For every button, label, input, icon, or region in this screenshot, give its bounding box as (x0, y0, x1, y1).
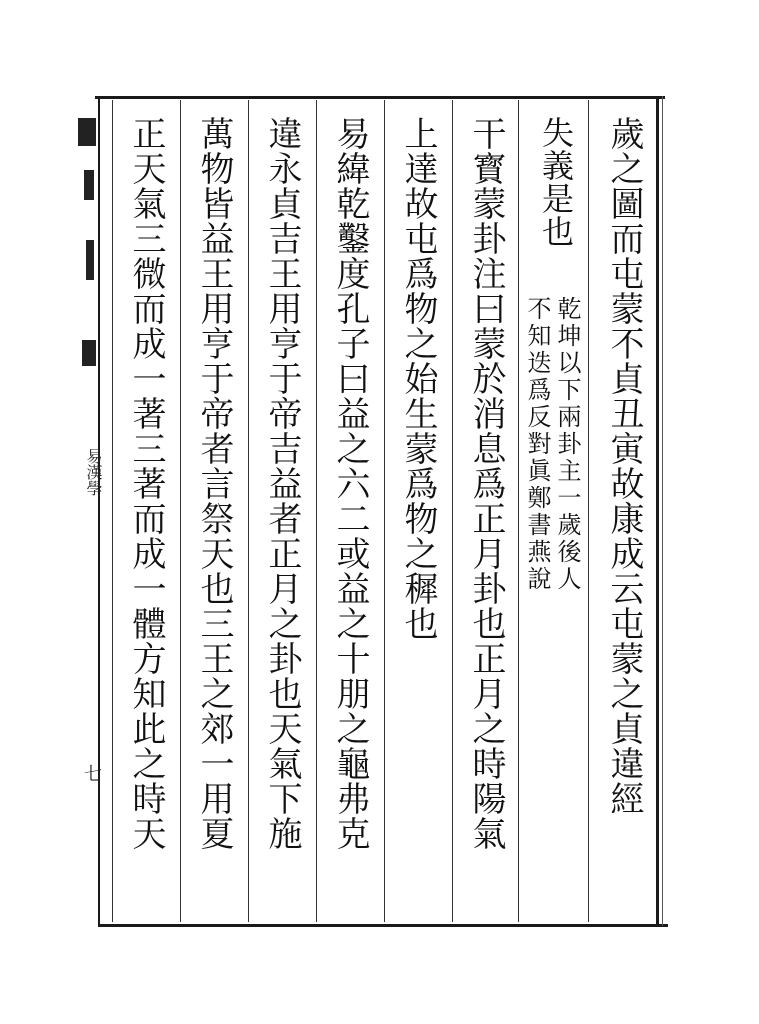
text-column-5: 易緯乾鑿度孔子曰益之六二或益之十朋之龜弗克 (330, 116, 370, 851)
text-column-4: 上達故屯爲物之始生蒙爲物之穉也 (398, 116, 438, 641)
edge-mark (84, 170, 94, 200)
frame-right-border (656, 96, 659, 926)
text-column-8: 正天氣三微而成一著三著而成一體方知此之時天 (126, 116, 166, 851)
note-column-a: 乾坤以下兩卦主一歲後人 (553, 296, 581, 593)
column-rule (248, 100, 249, 922)
frame-right-inner-border (662, 96, 663, 926)
column-rule (384, 100, 385, 922)
note-column-b: 不知迭爲反對眞鄭書燕說 (523, 296, 551, 593)
edge-mark (86, 240, 94, 280)
edge-mark (82, 340, 96, 366)
frame-bottom-border (98, 924, 668, 927)
text-column-7: 萬物皆益王用亨于帝者言祭天也三王之郊一用夏 (194, 116, 234, 851)
frame-top-border (95, 96, 665, 99)
text-column-2: 失義是也 (537, 116, 575, 248)
edge-mark (78, 118, 96, 146)
text-column-1: 歲之圖而屯蒙不貞丑寅故康成云屯蒙之貞違經 (604, 116, 644, 816)
column-rule (180, 100, 181, 922)
frame-left-border (98, 96, 100, 926)
column-rule (452, 100, 453, 922)
column-rule (112, 100, 113, 922)
column-rule (518, 100, 519, 922)
text-column-6: 違永貞吉王用亨于帝吉益者正月之卦也天氣下施 (262, 116, 302, 851)
column-rule (588, 100, 589, 922)
book-title: 易漢學 (84, 448, 103, 496)
page-number: 七 (84, 764, 102, 785)
column-rule (316, 100, 317, 922)
text-column-3: 干寳蒙卦注曰蒙於消息爲正月卦也正月之時陽氣 (466, 116, 506, 851)
